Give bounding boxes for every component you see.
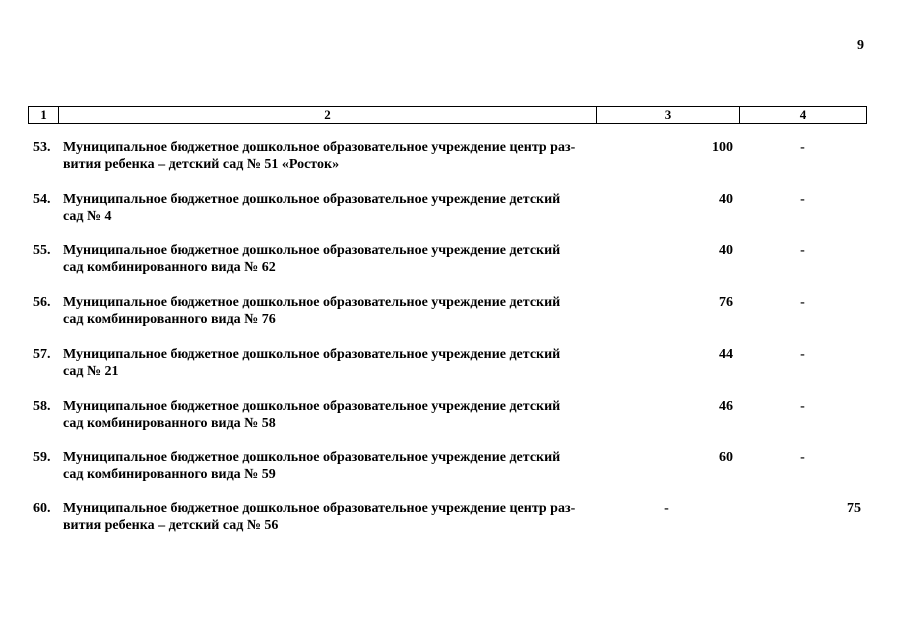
header-cell-2: 2 <box>59 107 597 123</box>
row-number: 55. <box>33 243 51 258</box>
table-row <box>0 346 902 386</box>
table-row <box>0 398 902 438</box>
value-col4: - <box>800 140 805 155</box>
value-col3: - <box>664 501 669 516</box>
institution-name: Муниципальное бюджетное дошкольное образовательное учреждение детский сад комбинированного вида № 62 <box>63 243 561 275</box>
page-number: 9 <box>857 38 864 53</box>
value-col3: 44 <box>719 347 733 362</box>
institution-name: Муниципальное бюджетное дошкольное образовательное учреждение детский сад № 21 <box>63 347 561 379</box>
row-number: 53. <box>33 140 51 155</box>
value-col3: 40 <box>719 192 733 207</box>
value-col3: 40 <box>719 243 733 258</box>
table-row <box>0 139 902 179</box>
header-cell-3: 3 <box>597 107 740 123</box>
value-col4: 75 <box>847 501 861 516</box>
institution-name: Муниципальное бюджетное дошкольное образовательное учреждение центр раз- вития ребенка – детский сад № 51 «Росток» <box>63 140 576 172</box>
value-col4: - <box>800 347 805 362</box>
institution-name: Муниципальное бюджетное дошкольное образовательное учреждение детский сад комбинированного вида № 76 <box>63 295 561 327</box>
row-number: 59. <box>33 450 51 465</box>
institution-name: Муниципальное бюджетное дошкольное образовательное учреждение детский сад комбинированного вида № 59 <box>63 450 561 482</box>
value-col3: 60 <box>719 450 733 465</box>
row-number: 57. <box>33 347 51 362</box>
table-row <box>0 449 902 489</box>
value-col3: 100 <box>712 140 733 155</box>
header-cell-1: 1 <box>29 107 59 123</box>
value-col4: - <box>800 192 805 207</box>
row-number: 60. <box>33 501 51 516</box>
header-cell-4: 4 <box>799 107 807 122</box>
value-col4: - <box>800 450 805 465</box>
value-col3: 76 <box>719 295 733 310</box>
table-row <box>0 294 902 334</box>
row-number: 58. <box>33 399 51 414</box>
row-number: 54. <box>33 192 51 207</box>
table-row <box>0 191 902 231</box>
institution-name: Муниципальное бюджетное дошкольное образовательное учреждение детский сад комбинированного вида № 58 <box>63 399 561 431</box>
value-col4: - <box>800 295 805 310</box>
value-col3: 46 <box>719 399 733 414</box>
table-row <box>0 242 902 282</box>
value-col4: - <box>800 399 805 414</box>
institution-name: Муниципальное бюджетное дошкольное образовательное учреждение детский сад № 4 <box>63 192 561 224</box>
table-header <box>28 106 867 124</box>
value-col4: - <box>800 243 805 258</box>
institution-name: Муниципальное бюджетное дошкольное образовательное учреждение центр раз- вития ребенка – детский сад № 56 <box>63 501 576 533</box>
table-row <box>0 500 902 540</box>
row-number: 56. <box>33 295 51 310</box>
